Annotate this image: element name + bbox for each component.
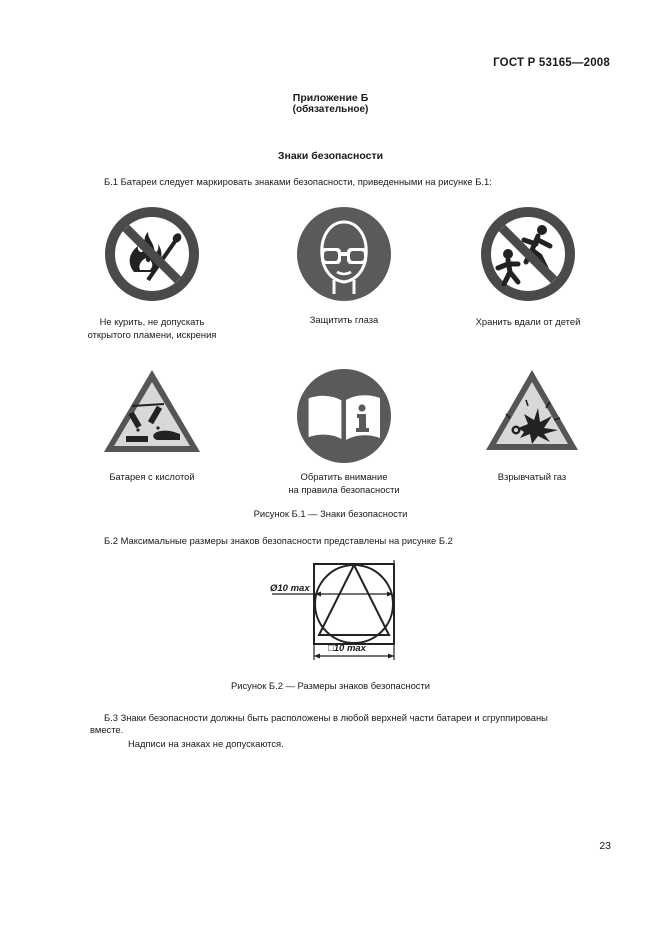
- battery-acid-warning-icon: [102, 368, 202, 454]
- square-size-label: □10 max: [328, 643, 366, 654]
- sign-caption: [72, 471, 232, 484]
- figure-1-caption: Рисунок Б.1 — Знаки безопасности: [253, 508, 408, 519]
- sign-caption: [448, 316, 608, 329]
- figure-2-caption: Рисунок Б.2 — Размеры знаков безопасности: [230, 680, 431, 691]
- caption-line: Не курить, не допускать: [99, 316, 205, 327]
- caption-line: Взрывчатый газ: [497, 471, 567, 482]
- appendix-subtitle: (обязательное): [292, 104, 369, 115]
- read-instructions-icon: [296, 368, 392, 464]
- caption-line: открытого пламени, искрения: [87, 328, 217, 340]
- dimension-drawing: [268, 556, 398, 664]
- appendix-title: Приложение Б: [292, 92, 369, 104]
- caption-line: Батарея с кислотой: [109, 471, 195, 482]
- caption-line: Защитить глаза: [309, 314, 379, 325]
- no-open-flame-icon: [104, 206, 200, 302]
- caption-line: Хранить вдали от детей: [475, 316, 581, 327]
- eye-protection-icon: [296, 206, 392, 302]
- paragraph-b2: Б.2 Максимальные размеры знаков безопасности представлены на рисунке Б.2: [104, 535, 453, 546]
- paragraph-line: вместе.: [90, 724, 124, 735]
- keep-away-children-icon: [480, 206, 576, 302]
- sign-caption: [264, 314, 424, 327]
- caption-line: на правила безопасности: [288, 483, 400, 495]
- diameter-label: Ø10 max: [270, 583, 310, 594]
- paragraph-note: Надписи на знаках не допускаются.: [128, 738, 284, 749]
- explosive-gas-warning-icon: [484, 368, 580, 452]
- paragraph-b3: [90, 712, 614, 750]
- paragraph-line: Б.3 Знаки безопасности должны быть расположены в любой верхней части батареи и сгруппированы: [104, 712, 548, 723]
- standard-code: ГОСТ Р 53165—2008: [493, 57, 610, 69]
- sign-caption: [264, 471, 424, 496]
- caption-line: Обратить внимание: [300, 471, 388, 482]
- sign-caption: [452, 471, 612, 484]
- page-number: 23: [599, 840, 611, 852]
- paragraph-b1: Б.1 Батареи следует маркировать знаками безопасности, приведенными на рисунке Б.1:: [104, 176, 492, 187]
- section-title: Знаки безопасности: [277, 150, 384, 162]
- sign-caption: [72, 316, 232, 341]
